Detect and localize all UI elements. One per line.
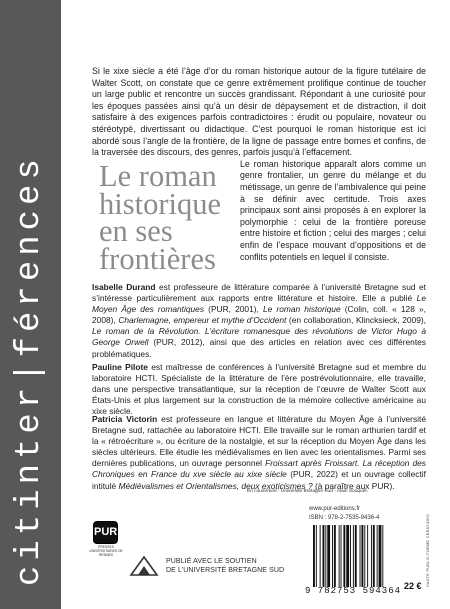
publisher-logo: PUR bbox=[93, 521, 118, 544]
collection-sidebar bbox=[0, 0, 61, 609]
bio-text: (PUR, 2012), ainsi que des articles en relation avec ces différentes problématiques. bbox=[92, 337, 426, 359]
bio-text: (à paraître aux PUR). bbox=[312, 480, 395, 491]
title-line-1: Le roman bbox=[99, 159, 217, 193]
bio-text: (PUR, 2001), bbox=[204, 304, 263, 315]
work-title: Charlemagne, empereur et mythe d’Occident bbox=[118, 315, 287, 326]
author-name: Patricia Victorin bbox=[92, 414, 158, 424]
publisher-subtitle: PRESSES UNIVERSITAIRES DE RENNES bbox=[89, 545, 123, 557]
isbn: ISBN : 978-2-7535-9436-4 bbox=[309, 515, 380, 521]
bio-text: est maîtresse de conférences à l’université Bretagne sud et membre du laboratoire HCTI. Spécialiste de la littérature de l’ère postrévolutionnaire, elle travaille, dans une perspective transatlantique, sur la réception de l’œuvre de Walter Scott aux États-Unis et plus largement sur la construction de la mémoire collective américaine au xixe siècle. bbox=[92, 362, 426, 417]
design-credit: HAUTE PUBLIC FORME CRÉATIONS bbox=[426, 513, 430, 587]
work-title: Le roman historique bbox=[262, 304, 341, 315]
book-title bbox=[99, 159, 249, 276]
bio-text: (en collaboration, Klincksieck, 2009), bbox=[286, 315, 426, 326]
support-line-1: PUBLIÉ AVEC LE SOUTIEN bbox=[166, 558, 257, 565]
bio-text: est professeure de littérature comparée à l’université Bretagne sud et s’intéresse particulièrement aux rapports entre littérature et histoire. Elle a publié bbox=[92, 282, 426, 304]
bio-text: est professeure en langue et littérature du Moyen Âge à l’université Bretagne sud, rattachée au laboratoire HCTI. Elle travaille sur le roman arthurien tardif et la « rétroécriture », ou écriture de la nostalgie, et sur la réception du Moyen Âge dans les siècles ultérieurs. Elle étudie les médiévalismes en lien avec les orientalismes. Parmi ses dernières publications, un ouvrage personnel bbox=[92, 414, 426, 469]
barcode-number: 9 782753 594364 bbox=[305, 586, 402, 596]
author-name: Pauline Pilote bbox=[92, 362, 148, 372]
price: 22 € bbox=[404, 581, 422, 591]
title-line-4: frontières bbox=[99, 241, 216, 276]
barcode bbox=[311, 525, 407, 587]
title-line-2: historique bbox=[99, 186, 221, 221]
support-notice bbox=[166, 557, 284, 575]
bio-text: (Colin, coll. « 128 », 2008), bbox=[92, 304, 426, 326]
work-title: Médiévalismes et Orientalismes, deux exoticismes ? bbox=[118, 480, 313, 491]
bio-text: (PUR, 2022) et un ouvrage collectif intitulé bbox=[92, 469, 426, 491]
bio-pilote bbox=[92, 362, 426, 417]
author-name: Isabelle Durand bbox=[92, 282, 156, 292]
work-title: Froissart après Froissart. La réception des Chroniques en France du xve siècle au xixe siècle bbox=[92, 458, 426, 480]
work-title: Le roman de la Révolution. L’écriture romanesque des révolutions de Victor Hugo à George Orwell bbox=[92, 326, 426, 348]
university-logo-icon bbox=[129, 555, 159, 577]
title-line-3: en ses bbox=[99, 214, 173, 248]
work-title: Le Moyen Âge des romantiques bbox=[92, 293, 426, 315]
cover-credit: En couverture : Université Bretagne Sud - Alain Souquet. bbox=[247, 489, 369, 494]
bio-victorin bbox=[92, 414, 426, 492]
intro-paragraph-2: Le roman historique apparaît alors comme un genre frontalier, un genre du mélange et du métissage, un genre de l’ambivalence qui peine à se définir avec certitude. Trois axes principaux sont ainsi proposés à en explorer la polymorphie : celui de la frontière poreuse entre histoire et fiction ; celui des marges ; celui enfin de l’espace mouvant d’oppositions et de conflits potentiels en lequel il consiste. bbox=[240, 158, 426, 262]
bio-durand bbox=[92, 282, 426, 360]
intro-paragraph-1: Si le xixe siècle a été l’âge d’or du roman historique autour de la figure tutélaire de Walter Scott, on constate que ce genre extrêmement prolifique continue de toucher un large public et rencontre un succès grandissant. Répondant à une curiosité pour les époques passées ainsi qu’à un désir de dépaysement et de distraction, il doit satisfaire à des exigences parfois contradictoires : érudit ou populaire, novateur ou stéréotypé, divertissant ou didactique. C’est pourquoi le roman historique est ici abordé sous l’angle de la frontière, de la ligne de passage entre bornes et confins, de la traversée des discours, des genres, parfois jusqu’à l’effacement. bbox=[92, 66, 426, 158]
publisher-url[interactable]: www.pur-editions.fr bbox=[309, 506, 361, 512]
collection-vertical-text: citinter|férences bbox=[11, 154, 49, 586]
support-line-2: DE L’UNIVERSITÉ BRETAGNE SUD bbox=[166, 567, 285, 574]
